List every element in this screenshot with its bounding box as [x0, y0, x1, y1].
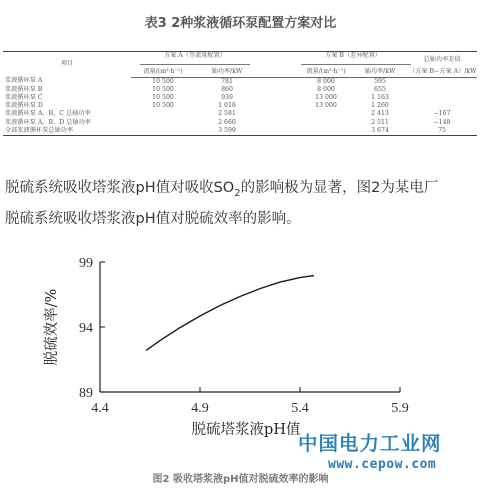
table-cell-b-power: 2 413: [371, 110, 389, 118]
table-cell-diff: [407, 77, 477, 86]
header-scheme-b: 方案 B（差异配置）: [299, 52, 407, 69]
table-cell-b-power: 655: [374, 85, 386, 93]
header-b-power: 轴功率/kW: [353, 68, 407, 77]
x-tick-label: 5.4: [291, 401, 309, 416]
x-tick-label: 5.9: [391, 401, 409, 416]
table-cell-name: 浆液循环泵 A: [5, 77, 43, 85]
table-cell-name: 浆液循环泵 B: [5, 85, 43, 93]
table-cell-a-power: 2 581: [218, 110, 236, 118]
table-cell-a-power: 939: [221, 94, 233, 102]
table-title: 表3 2种浆液循环泵配置方案对比: [144, 16, 337, 31]
table-cell-b-flow: 13 000: [315, 102, 337, 110]
table-row: [3, 77, 477, 86]
table-cell-b-flow: 13 000: [315, 94, 337, 102]
table-cell-diff: −167: [433, 110, 451, 118]
table-cell-a-flow: 10 500: [152, 85, 174, 93]
table-cell-a-power: 2 660: [218, 118, 236, 126]
table-cell-b-power: 2 511: [371, 118, 389, 126]
table-cell-a-power: 1 018: [218, 102, 236, 110]
table-cell-name: 全部浆液循环泵总轴功率: [3, 127, 131, 136]
x-tick-label: 4.9: [191, 401, 209, 416]
table-row: [3, 119, 477, 127]
efficiency-chart: [0, 240, 481, 440]
table-cell-spacer: [259, 94, 299, 102]
table-row: [3, 86, 477, 94]
table-cell-a-flow: 10 500: [152, 94, 174, 102]
table-cell-diff: [407, 86, 477, 94]
table-row: [3, 110, 477, 118]
header-item: 项目: [3, 52, 131, 78]
table-cell-diff: [407, 94, 477, 102]
table-cell-b-flow: 8 000: [317, 85, 335, 93]
table-cell-name: 浆液循环泵 A、B、D 总轴功率: [5, 118, 91, 126]
header-b-flow: 流量/(m³·h⁻¹): [299, 68, 353, 77]
header-a-flow: 流量/(m³·h⁻¹): [131, 68, 195, 77]
paragraph-line-2: 脱硫系统吸收塔浆液pH值对脱硫效率的影响。: [5, 211, 301, 227]
table-cell-b-power: 595: [374, 77, 386, 85]
table-cell-name: 浆液循环泵 C: [5, 94, 43, 102]
x-tick-label: 4.4: [91, 401, 109, 416]
table-cell-a-power: 781: [221, 77, 233, 85]
table-cell-spacer: [259, 86, 299, 94]
paragraph-line-1-text: 脱硫系统吸收塔浆液pH值对吸收SO: [5, 180, 235, 196]
table-row: [3, 127, 477, 136]
paragraph-subscript: 2: [234, 187, 241, 199]
table-cell-name: 浆液循环泵 A、B、C 总轴功率: [5, 110, 91, 118]
table-cell-b-flow: [299, 119, 353, 127]
paragraph-line-1-tail: 的影响极为显著，图2为某电厂: [240, 180, 439, 196]
x-axis-label: 脱硫塔浆液pH值: [191, 422, 301, 438]
efficiency-curve: [146, 276, 314, 351]
header-a-power: 轴功率/kW: [195, 68, 259, 77]
table-cell-spacer: [259, 77, 299, 86]
y-axis-label: 脱硫效率/%: [44, 288, 60, 366]
table-cell-spacer: [259, 127, 299, 136]
table-cell-a-power: 3 599: [195, 127, 259, 136]
table-row: [3, 94, 477, 102]
comparison-table: [3, 51, 477, 136]
table-cell-b-flow: [299, 110, 353, 118]
watermark-url: www.cepow.com: [328, 457, 437, 472]
header-diff-line1: 总轴功率差值: [407, 52, 477, 69]
table-cell-diff: 75: [407, 127, 477, 136]
table-cell-b-power: 3 674: [353, 127, 407, 136]
table-cell-spacer: [259, 119, 299, 127]
table-cell-a-flow: [131, 119, 195, 127]
table-cell-diff: −148: [433, 118, 451, 126]
figure-caption: 图2 吸收塔浆液pH值对脱硫效率的影响: [152, 474, 329, 485]
y-tick-label: 99: [79, 256, 93, 271]
table-cell-name: 浆液循环泵 D: [5, 102, 43, 110]
table-cell-diff: [407, 102, 477, 110]
table-cell-b-power: 1 260: [371, 102, 389, 110]
table-cell-a-power: 860: [221, 85, 233, 93]
table-cell-a-flow: [131, 110, 195, 118]
header-diff-line2: （方案 B−方案 A）/kW: [409, 68, 477, 76]
paragraph-line-1: [5, 176, 438, 199]
table-cell-b-flow: [299, 127, 353, 136]
table-cell-b-power: 1 163: [371, 94, 389, 102]
watermark-text: 中国电力工业网: [298, 432, 442, 455]
table-cell-a-flow: 10 500: [152, 102, 174, 110]
y-tick-label: 89: [79, 386, 93, 401]
table-cell-spacer: [259, 102, 299, 110]
header-scheme-a: 方案 A（等流量配置）: [131, 52, 259, 69]
table-cell-b-flow: 8 000: [317, 77, 335, 85]
table-cell-a-flow: [131, 127, 195, 136]
table-cell-a-flow: 10 500: [152, 77, 174, 85]
y-tick-label: 94: [79, 321, 93, 336]
table-cell-spacer: [259, 110, 299, 118]
